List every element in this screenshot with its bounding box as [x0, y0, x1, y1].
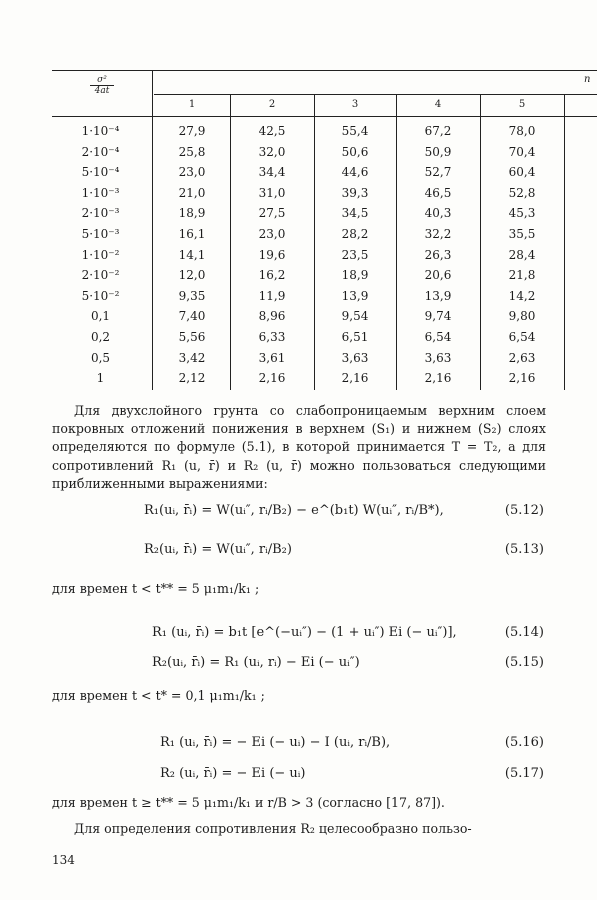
equation-formula: R₂(uᵢ, r̄ᵢ) = R₁ (uᵢ, rᵢ) − Ei (− uᵢ″)	[152, 655, 360, 670]
equation-number: (5.16)	[504, 735, 544, 750]
row-label: 2·10⁻³	[81, 206, 120, 221]
table-cell: 55,4	[341, 124, 369, 138]
table-cell: 6,54	[424, 330, 452, 344]
condition-t-double-star: для времен t < t** = 5 μ₁m₁/k₁ ;	[52, 581, 260, 596]
equation-5-14	[52, 625, 546, 655]
table-cell: 18,9	[178, 206, 206, 221]
table-bottom-header-rule	[52, 116, 597, 117]
row-label: 0,2	[90, 330, 111, 344]
table-cell: 32,2	[424, 227, 452, 241]
column-header: 3	[351, 99, 359, 110]
table-cell: 46,5	[424, 185, 452, 200]
table-cell: 45,3	[508, 206, 536, 221]
table-row	[52, 165, 597, 185]
table-cell: 39,3	[341, 185, 369, 200]
condition-t-star: для времен t < t* = 0,1 μ₁m₁/k₁ ;	[52, 688, 265, 703]
equation-5-13	[52, 542, 546, 572]
table-cell: 2,16	[341, 371, 369, 386]
table-cell: 27,5	[258, 206, 286, 221]
table-cell: 67,2	[424, 124, 452, 138]
table-cell: 14,1	[178, 247, 206, 262]
table-cell: 9,35	[178, 288, 206, 303]
equation-formula: R₁ (uᵢ, r̄ᵢ) = b₁t [e^(−uᵢ″) − (1 + uᵢ″) Ei (− uᵢ″)],	[152, 625, 457, 640]
row-label: 5·10⁻²	[81, 288, 120, 303]
table-row	[52, 351, 597, 371]
group-header: n	[584, 74, 591, 85]
row-label: 1·10⁻⁴	[81, 124, 120, 138]
table-cell: 18,9	[341, 268, 369, 283]
equation-formula: R₁ (uᵢ, r̄ᵢ) = − Ei (− uᵢ) − I (uᵢ, rᵢ/B),	[160, 735, 391, 750]
table-cell: 16,2	[258, 268, 286, 283]
row-label: 5·10⁻³	[81, 227, 120, 241]
corner-header	[52, 75, 152, 96]
table-row	[52, 145, 597, 165]
table-cell: 50,6	[341, 144, 369, 159]
table-cell: 9,80	[508, 309, 536, 324]
row-label: 2·10⁻²	[81, 268, 120, 283]
row-label: 5·10⁻⁴	[81, 165, 120, 180]
table-row	[52, 330, 597, 350]
table-cell: 2,16	[424, 371, 452, 386]
table-header-rule	[154, 94, 597, 95]
table-cell: 2,12	[178, 371, 206, 386]
table-cell: 78,0	[508, 124, 536, 138]
table-row	[52, 248, 597, 268]
table-cell: 21,8	[508, 268, 536, 283]
equation-number: (5.15)	[504, 655, 544, 670]
paragraph-continuation-text: Для определения сопротивления R₂ целесообразно пользо-	[74, 821, 472, 836]
table-cell: 25,8	[178, 144, 206, 159]
paragraph-continuation	[52, 820, 546, 838]
corner-header-denominator: 4at	[94, 86, 110, 96]
table-cell: 3,63	[424, 350, 452, 365]
table-cell: 2,16	[258, 371, 286, 386]
table-row	[52, 309, 597, 329]
equation-formula: R₂(uᵢ, r̄ᵢ) = W(uᵢ″, rᵢ/B₂)	[144, 542, 292, 557]
table-row	[52, 227, 597, 247]
column-header: 5	[518, 99, 526, 110]
paragraph-intro-text: Для двухслойного грунта со слабопроницаемым верхним слоем покровных отложений понижения в верхнем (S₁) и нижнем (S₂) слоях определяются по формуле (5.1), в которой принимается T = T₂, а для сопротивлений R₁ (u, r̄) и R₂ (u, r̄) можно пользоваться следующими приближенными выражениями:	[52, 403, 546, 491]
table-cell: 27,9	[178, 124, 206, 138]
column-header: 1	[188, 99, 196, 110]
table-cell: 32,0	[258, 144, 286, 159]
table-cell: 23,0	[258, 227, 286, 241]
table-cell: 50,9	[424, 144, 452, 159]
table-cell: 23,0	[178, 165, 206, 180]
equation-5-12	[52, 503, 546, 533]
table-cell: 19,6	[258, 247, 286, 262]
table-cell: 6,54	[508, 330, 536, 344]
table-cell: 35,5	[508, 227, 536, 241]
table-cell: 34,4	[258, 165, 286, 180]
table-cell: 52,8	[508, 185, 536, 200]
condition-t-ge: для времен t ≥ t** = 5 μ₁m₁/k₁ и r/B > 3 (согласно [17, 87]).	[52, 795, 445, 810]
equation-5-16	[52, 735, 546, 765]
table-cell: 70,4	[508, 144, 536, 159]
table-cell: 13,9	[424, 288, 452, 303]
row-label: 1	[96, 371, 105, 386]
column-header: 2	[268, 99, 276, 110]
table-row	[52, 186, 597, 206]
equation-number: (5.13)	[504, 542, 544, 557]
table-cell: 13,9	[341, 288, 369, 303]
equation-number: (5.17)	[504, 766, 544, 781]
table-cell: 26,3	[424, 247, 452, 262]
table-cell: 60,4	[508, 165, 536, 180]
table-cell: 3,61	[258, 350, 286, 365]
table-cell: 14,2	[508, 288, 536, 303]
row-label: 0,5	[90, 350, 111, 365]
table-cell: 2,63	[508, 350, 536, 365]
row-label: 0,1	[90, 309, 111, 324]
table-cell: 11,9	[258, 288, 286, 303]
table-cell: 34,5	[341, 206, 369, 221]
row-label: 1·10⁻²	[81, 247, 120, 262]
table-cell: 28,4	[508, 247, 536, 262]
table-cell: 44,6	[341, 165, 369, 180]
table-cell: 20,6	[424, 268, 452, 283]
table-row	[52, 371, 597, 391]
table-cell: 2,16	[508, 371, 536, 386]
table-cell: 6,51	[341, 330, 369, 344]
table-cell: 3,63	[341, 350, 369, 365]
table-cell: 6,33	[258, 330, 286, 344]
row-label: 1·10⁻³	[81, 185, 120, 200]
table-cell: 40,3	[424, 206, 452, 221]
table-cell: 5,56	[178, 330, 206, 344]
row-label: 2·10⁻⁴	[81, 144, 120, 159]
table-cell: 31,0	[258, 185, 286, 200]
table-cell: 7,40	[178, 309, 206, 324]
equation-number: (5.12)	[504, 503, 544, 518]
table-top-rule	[52, 70, 597, 71]
paragraph-intro	[52, 402, 546, 493]
table-cell: 16,1	[178, 227, 206, 241]
table-cell: 21,0	[178, 185, 206, 200]
page-number: 134	[52, 853, 75, 867]
table-cell: 12,0	[178, 268, 206, 283]
table-cell: 3,42	[178, 350, 206, 365]
equation-5-17	[52, 766, 546, 796]
table-cell: 42,5	[258, 124, 286, 138]
table-cell: 8,96	[258, 309, 286, 324]
equation-formula: R₁(uᵢ, r̄ᵢ) = W(uᵢ″, rᵢ/B₂) − e^(b₁t) W(uᵢ″, rᵢ/B*),	[144, 503, 444, 518]
table-row	[52, 206, 597, 226]
table-row	[52, 268, 597, 288]
column-header: 4	[434, 99, 442, 110]
table-cell: 23,5	[341, 247, 369, 262]
table-cell: 9,54	[341, 309, 369, 324]
equation-number: (5.14)	[504, 625, 544, 640]
table-cell: 9,74	[424, 309, 452, 324]
table-row	[52, 289, 597, 309]
table-row	[52, 124, 597, 144]
equation-formula: R₂ (uᵢ, r̄ᵢ) = − Ei (− uᵢ)	[160, 766, 306, 781]
corner-header-numerator: σ²	[90, 75, 114, 86]
table-cell: 28,2	[341, 227, 369, 241]
table-cell: 52,7	[424, 165, 452, 180]
equation-5-15	[52, 655, 546, 685]
